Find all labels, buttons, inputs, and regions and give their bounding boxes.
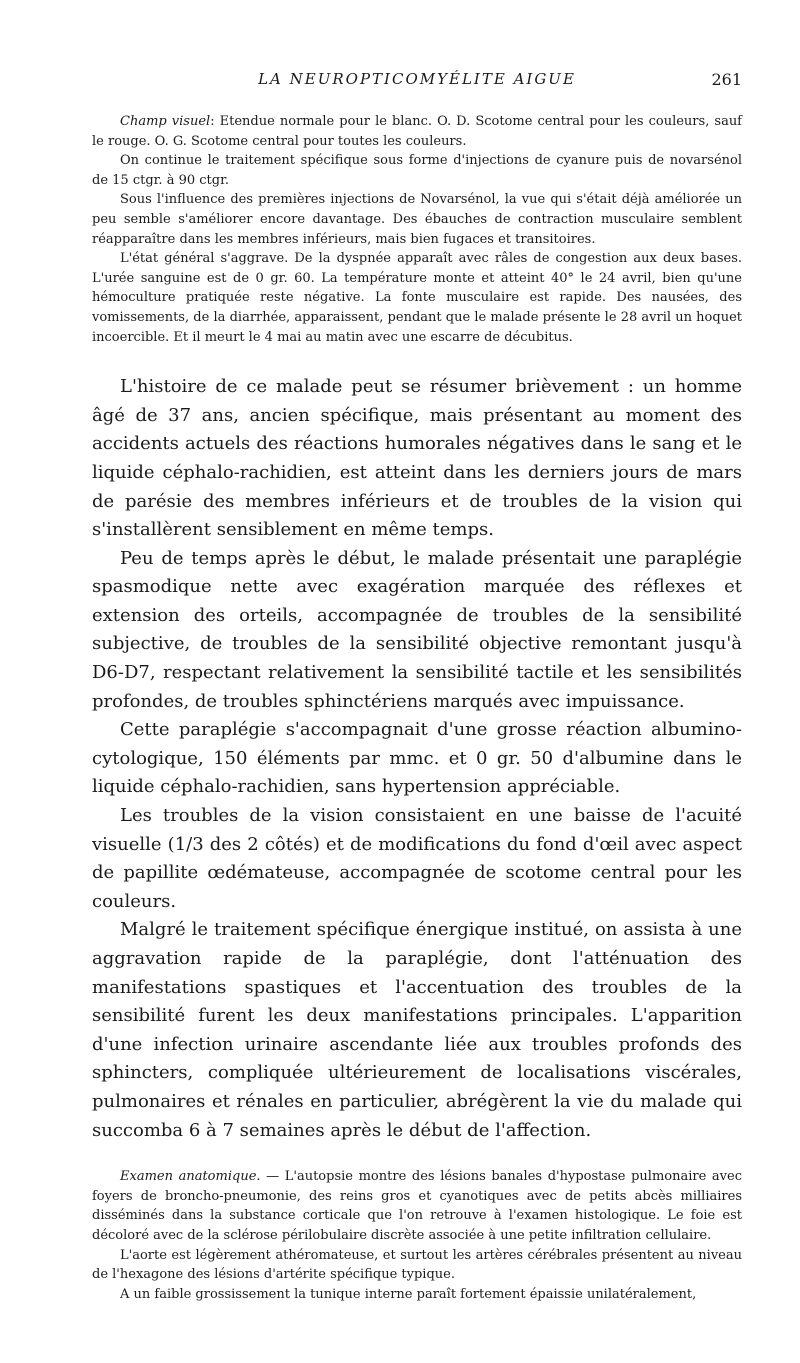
case-note-paragraph: L'état général s'aggrave. De la dyspnée apparaît avec râles de congestion aux deux bases. L'urée sanguine est de 0 gr. 60. La température monte et atteint 40° le 24 avril, bien qu'une hémoculture pratiquée reste négative. La fonte musculaire est rapide. Des nausées, des vomissements, de la diarrhée, apparaissent, pendant que le malade présente le 28 avril un hoquet incoercible. Et il meurt le 4 mai au matin avec une escarre de décubitus. xyxy=(92,251,742,345)
case-note-paragraph: On continue le traitement spécifique sous forme d'injections de cyanure puis de novarsénol de 15 ctgr. à 90 ctgr. xyxy=(92,153,742,188)
summary-paragraph: Malgré le traitement spécifique énergique institué, on assista à une aggravation rapide de la paraplégie, dont l'atténuation des manifestations spastiques et l'accentuation des troubles de la sensibilité furent les deux manifestations principales. L'apparition d'une infection urinaire ascendante liée aux troubles profonds des sphincters, compliquée ultérieurement de localisations viscérales, pulmonaires et rénales en particulier, abrégèrent la vie du malade qui succomba 6 à 7 semaines après le début de l'affection. xyxy=(92,919,742,1141)
exam-paragraph: L'aorte est légèrement athéromateuse, et surtout les artères cérébrales présentent au niveau de l'hexagone des lésions d'artérite spécifique typique. xyxy=(92,1247,742,1283)
case-note-lead: Champ visuel xyxy=(120,114,211,129)
case-note-paragraph: Sous l'influence des premières injections de Novarsénol, la vue qui s'était déjà améliorée un peu semble s'améliorer encore davantage. Des ébauches de contraction musculaire semblent réapparaître dans les membres inférieurs, mais bien fugaces et transitoires. xyxy=(92,192,742,247)
summary-paragraph: Cette paraplégie s'accompagnait d'une grosse réaction albumino-cytologique, 150 éléments par mmc. et 0 gr. 50 d'albumine dans le liquide céphalo-rachidien, sans hypertension appréciable. xyxy=(92,719,742,798)
page-number: 261 xyxy=(711,70,742,89)
case-summary xyxy=(92,373,742,1145)
exam-paragraph: A un faible grossissement la tunique interne paraît fortement épaissie unilatéralement, xyxy=(120,1286,697,1302)
running-title: LA NEUROPTICOMYÉLITE AIGUE xyxy=(258,70,576,88)
summary-paragraph: Peu de temps après le début, le malade présentait une paraplégie spasmodique nette avec exagération marquée des réflexes et extension des orteils, accompagnée de troubles de la sensibilité subjective, de troubles de la sensibilité objective remontant jusqu'à D6-D7, respectant relativement la sensibilité tactile et les sensibilités profondes, de troubles sphinctériens marqués avec impuissance. xyxy=(92,547,742,712)
case-notes xyxy=(92,112,742,347)
exam-lead: Examen anatomique. xyxy=(120,1169,261,1185)
exam-paragraph: Examen anatomique. — L'autopsie montre des lésions banales d'hypostase pulmonaire avec foyers de broncho-pneumonie, des reins gros et cyanotiques avec de petits abcès milliaires disséminés dans la substance corticale que l'on retrouve à l'examen histologique. Le foie est décoloré avec de la sclérose périlobulaire discrète associée à une petite infiltration cellulaire. xyxy=(92,1169,742,1243)
summary-paragraph: Les troubles de la vision consistaient en une baisse de l'acuité visuelle (1/3 des 2 côtés) et de modifications du fond d'œil avec aspect de papillite œdémateuse, accompagnée de scotome central pour les couleurs. xyxy=(92,805,742,912)
page-header xyxy=(92,70,742,94)
case-note-paragraph: Champ visuel: Etendue normale pour le blanc. O. D. Scotome central pour les couleurs, sauf le rouge. O. G. Scotome central pour toutes les couleurs. xyxy=(92,114,742,149)
summary-paragraph: L'histoire de ce malade peut se résumer brièvement : un homme âgé de 37 ans, ancien spécifique, mais présentant au moment des accidents actuels des réactions humorales négatives dans le sang et le liquide céphalo-rachidien, est atteint dans les derniers jours de mars de parésie des membres inférieurs et de troubles de la vision qui s'installèrent sensiblement en même temps. xyxy=(92,376,742,541)
page-content xyxy=(92,112,742,1304)
anatomical-exam xyxy=(92,1167,742,1304)
